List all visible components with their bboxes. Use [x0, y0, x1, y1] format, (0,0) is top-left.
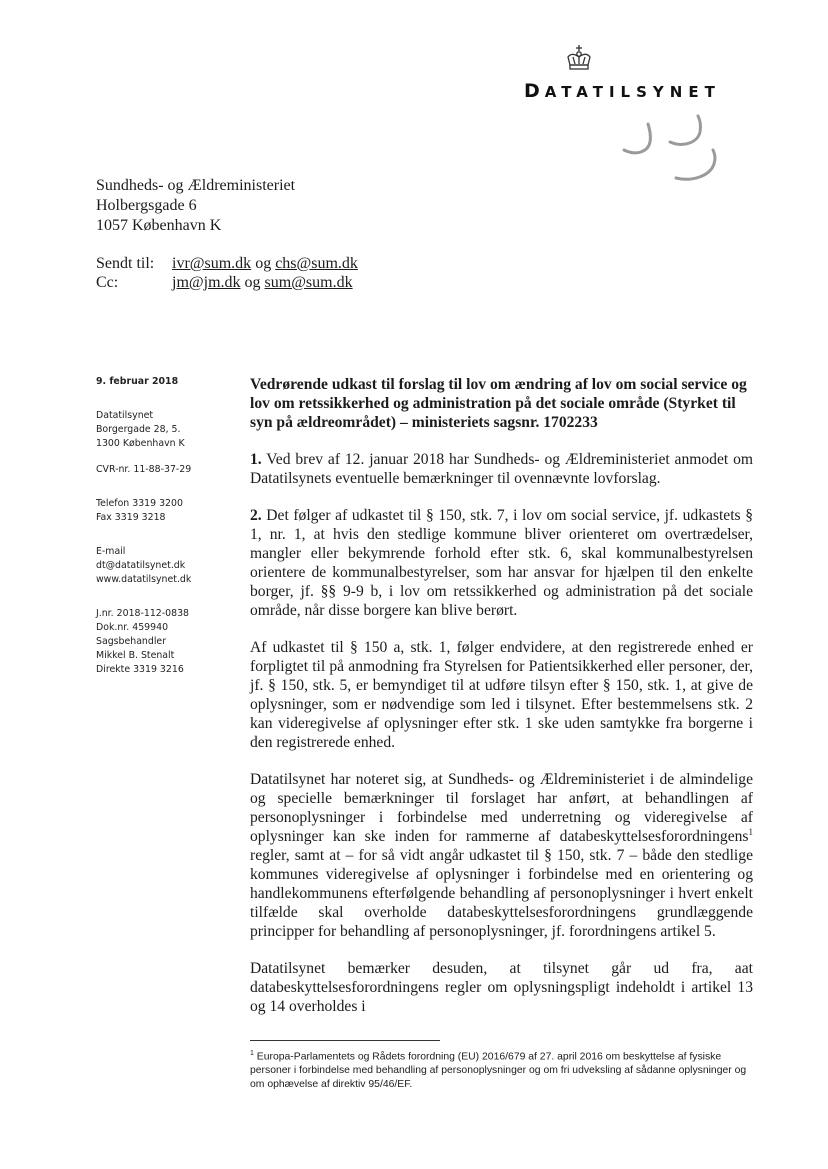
letter-date: 9. februar 2018: [96, 376, 179, 387]
sender-address: Datatilsynet Borgergade 28, 5. 1300 København K: [96, 410, 185, 449]
sender-sidebar: [96, 375, 236, 689]
sender-website[interactable]: www.datatilsynet.dk: [96, 574, 192, 585]
cc-label: Cc:: [96, 274, 119, 291]
handwritten-initials: [610, 112, 720, 186]
paragraph-2: 2. Det følger af udkastet til § 150, stk. 7, i lov om social service, jf. udkastets § 1, nr. 1, at hvis den stedlige kommune bliver orienteret om overtrædelser, mangler eller bekymrende forhold efter stk. 6, skal kommunalbestyrelsen orientere de kommunalbestyrelser, som har ansvar for hjælpen til den enkelte borger, jf. §§ 9-9 b, i lov om retssikkerhed og administration på det sociale område, når disse borgere kan blive berørt.: [250, 507, 753, 619]
paragraph-5: Datatilsynet bemærker desuden, at tilsynet går ud fra, aat databeskyttelsesforordningens regler om oplysningspligt indeholdt i artikel 13 og 14 overholdes i: [250, 960, 753, 1015]
crown-logo-icon: [564, 44, 594, 72]
recipient-city: 1057 København K: [96, 217, 222, 234]
distribution-block: [96, 254, 358, 292]
sent-to-label: Sendt til:: [96, 255, 155, 272]
brand-wordmark: DATATILSYNET: [524, 80, 721, 102]
email-link-jm[interactable]: jm@jm.dk: [172, 274, 241, 291]
recipient-street: Holbergsgade 6: [96, 197, 197, 214]
contact-block: E-mail dt@datatilsynet.dk www.datatilsynet.dk: [96, 545, 236, 587]
phone-block: Telefon 3319 3200 Fax 3319 3218: [96, 498, 183, 523]
email-link-sum[interactable]: sum@sum.dk: [264, 274, 353, 291]
letter-body: [250, 375, 753, 1034]
cvr-number: CVR-nr. 11-88-37-29: [96, 464, 192, 475]
footnote-ref[interactable]: 1: [748, 826, 753, 837]
footnote-divider: [250, 1040, 440, 1041]
recipient-address: [96, 176, 295, 236]
paragraph-3: Af udkastet til § 150 a, stk. 1, følger endvidere, at den registrerede enhed er forpligtet til på anmodning fra Styrelsen for Patientsikkerhed eller personer, der, jf. § 150, stk. 5, er bemyndiget til at udføre tilsyn efter § 150, stk. 1, at give de oplysninger, som er nødvendige som led i tilsynet. Efter bestemmelsens stk. 2 kan videregivelse af oplysninger efter stk. 1 ske uden samtykke fra borgerne i den registrerede enhed.: [250, 639, 753, 751]
email-link-ivr[interactable]: ivr@sum.dk: [172, 255, 252, 272]
reference-block: J.nr. 2018-112-0838 Dok.nr. 459940 Sagsbehandler Mikkel B. Stenalt Direkte 3319 3216: [96, 608, 190, 675]
paragraph-1: 1. Ved brev af 12. januar 2018 har Sundheds- og Ældreministeriet anmodet om Datatilsynets eventuelle bemærkninger til ovennævnte lovforslag.: [250, 451, 753, 487]
footnote: $^1$ Europa-Parlamentets og Rådets forordning (EU) 2016/679 af 27. april 2016 om beskyttelse af fysiske personer i forbindelse med behandling af personoplysninger og om fri udveksling af sådanne oplysninger og om ophævelse af direktiv 95/46/EF.: [250, 1050, 747, 1091]
sender-email[interactable]: dt@datatilsynet.dk: [96, 560, 186, 571]
letter-subject: Vedrørende udkast til forslag til lov om ændring af lov om social service og lov om retssikkerhed og administration på det sociale område (Styrket til syn på ældreområdet) – ministeriets sagsnr. 1702233: [250, 376, 747, 431]
recipient-name: Sundheds- og Ældreministeriet: [96, 177, 296, 194]
cc-row: Cc: jm@jm.dk og sum@sum.dk: [96, 274, 353, 291]
email-link-chs[interactable]: chs@sum.dk: [275, 255, 358, 272]
sent-to-row: Sendt til: ivr@sum.dk og chs@sum.dk: [96, 255, 358, 272]
paragraph-4: Datatilsynet har noteret sig, at Sundheds- og Ældreministeriet i de almindelige og specielle bemærkninger til forslaget har anført, at behandlingen af personoplysninger i forbindelse med underretning og videregivelse af oplysninger kan ske inden for rammerne af databeskyttelsesforordningens$^1$ regler, samt at – for så vidt angår udkastet til § 150, stk. 7 – både den stedlige kommunes videregivelse af oplysninger i forbindelse med en orientering og handlekommunens efterfølgende behandling af personoplysninger i hvert enkelt tilfælde skal overholde databeskyttelsesforordningens grundlæggende principper for behandling af personoplysninger, jf. forordningens artikel 5.: [250, 771, 753, 940]
